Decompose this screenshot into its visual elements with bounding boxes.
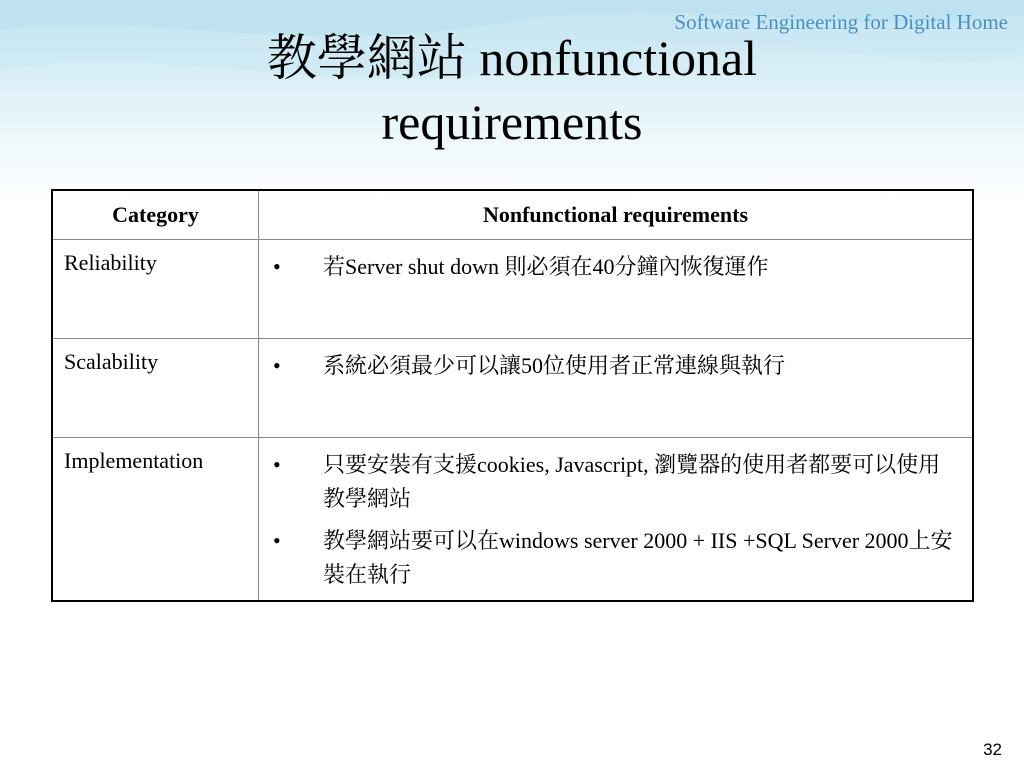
requirement-list	[273, 250, 962, 284]
requirements-cell	[259, 240, 974, 339]
list-item	[273, 349, 962, 383]
table-row	[52, 438, 973, 602]
requirement-list	[273, 448, 962, 592]
bullet-icon: •	[273, 452, 281, 477]
requirements-cell	[259, 339, 974, 438]
slide-title-line1: 教學網站 nonfunctional	[266, 30, 758, 86]
page-number: 32	[983, 740, 1002, 759]
requirement-list	[273, 349, 962, 383]
bullet-icon: •	[273, 353, 281, 378]
requirement-text: 只要安裝有支援cookies, Javascript, 瀏覽器的使用者都要可以使用教學網站	[323, 452, 941, 511]
slide-title-line2: requirements	[381, 94, 643, 150]
slide-title	[0, 26, 1024, 154]
table-row	[52, 339, 973, 438]
list-item	[273, 448, 962, 516]
table-row	[52, 240, 973, 339]
table-header-row	[52, 190, 973, 240]
column-header-requirements: Nonfunctional requirements	[259, 190, 974, 240]
category-cell: Implementation	[52, 438, 259, 602]
requirement-text: 教學網站要可以在windows server 2000 + IIS +SQL Server 2000上安裝在執行	[323, 528, 953, 587]
category-cell: Reliability	[52, 240, 259, 339]
list-item	[273, 250, 962, 284]
requirement-text: 系統必須最少可以讓50位使用者正常連線與執行	[323, 353, 786, 378]
list-item	[273, 524, 962, 592]
bullet-icon: •	[273, 254, 281, 279]
course-title: Software Engineering for Digital Home	[674, 10, 1008, 34]
requirement-text: 若Server shut down 則必須在40分鐘內恢復運作	[323, 254, 769, 279]
requirements-cell	[259, 438, 974, 602]
column-header-category: Category	[52, 190, 259, 240]
requirements-table	[51, 189, 974, 602]
bullet-icon: •	[273, 528, 281, 553]
category-cell: Scalability	[52, 339, 259, 438]
